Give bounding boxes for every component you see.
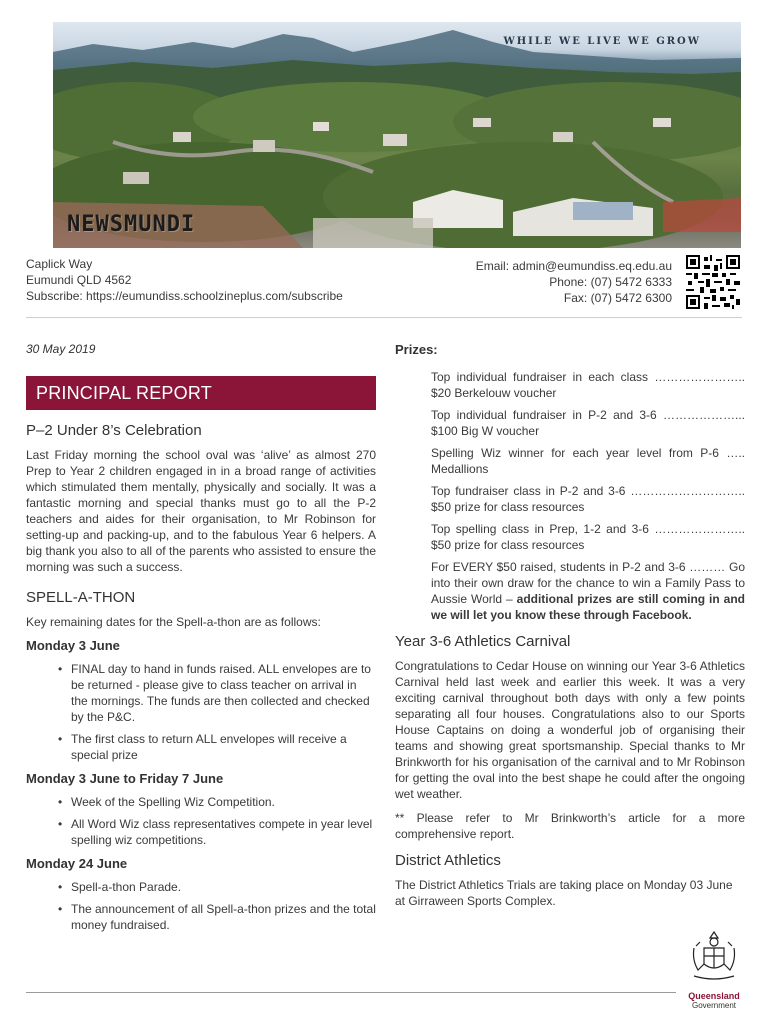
carnival-body: Congratulations to Cedar House on winning our Year 3-6 Athletics Carnival held last week and earlier this week. It was a very exciting carnival throughout both days with only a few points separating all four houses. Congratulations also to our Sports House Captains on doing a wonderful job of organising their teams and showing great sportsmanship. Special thanks to Mr Brinkworth for his organisation of the carnival and to Mr Robinson for getting the oval into the best shape he could after the ongoing wet weather. [395, 659, 745, 801]
prize-item: Spelling Wiz winner for each year level from P-6 ….. Medallions [431, 446, 745, 476]
spellathon-list-1 [26, 661, 376, 763]
prize-item: Top individual fundraiser in each class ………………….. $20 Berkelouw voucher [431, 370, 745, 400]
carnival-note: ** Please refer to Mr Brinkworth’s article for a more comprehensive report. [395, 811, 745, 841]
district-body: The District Athletics Trials are taking place on Monday 03 June at Girraween Sports Complex. [395, 878, 733, 908]
prizes-heading: Prizes: [395, 342, 438, 357]
gov-sub: Government [691, 1001, 737, 1010]
address-line-1: Caplick Way [26, 257, 93, 271]
qr-code-icon[interactable] [686, 255, 740, 309]
masthead-banner [53, 22, 741, 248]
list-item: • Spell-a-thon Parade. [71, 879, 376, 895]
celebration-heading: P–2 Under 8’s Celebration [26, 422, 202, 439]
celebration-body: Last Friday morning the school oval was ‘alive’ as almost 270 Prep to Year 2 children engaged in in a broad range of activities which stimulated them mentally, physically and socially. It was a fantastic morning and special thanks must go to all the P-2 teachers and aides for their organisation, to Mr Robinson for setting-up and packing-up, and to the fabulous Year 6 helpers. A big thank you also to all of the parents who assisted to ensure the morning was such a success. [26, 448, 376, 574]
list-item: • All Word Wiz class representatives compete in year level spelling wiz competitions. [71, 816, 376, 848]
email-link[interactable]: Email: admin@eumundiss.eq.edu.au [475, 259, 672, 273]
gov-name: Queensland [688, 991, 740, 1001]
header-divider [26, 317, 742, 318]
spellathon-date-2: Monday 3 June to Friday 7 June [26, 771, 224, 786]
list-item: • Week of the Spelling Wiz Competition. [71, 794, 376, 810]
prize-item-every-50 [431, 559, 745, 623]
carnival-heading: Year 3-6 Athletics Carnival [395, 633, 571, 650]
spellathon-list-2 [26, 794, 376, 848]
issue-date: 30 May 2019 [26, 342, 96, 356]
spellathon-list-3 [26, 879, 376, 933]
queensland-government-logo [682, 928, 746, 1008]
right-column [395, 342, 745, 909]
phone-number: Phone: (07) 5472 6333 [549, 275, 672, 289]
subscribe-link[interactable]: Subscribe: https://eumundiss.schoolzineplus.com/subscribe [26, 289, 343, 303]
list-item: • The announcement of all Spell-a-thon prizes and the total money fundraised. [71, 901, 376, 933]
spellathon-date-1: Monday 3 June [26, 638, 120, 653]
prize-every-text: For EVERY $50 raised, students in P-2 and 3-6 ……… Go into their own draw for the chance to win a Family Pass to Aussie World – [431, 560, 745, 606]
list-item: • FINAL day to hand in funds raised. ALL envelopes are to be returned - please give to class teacher on arrival in the mornings. The funds are then collected and checked by the P&C. [71, 661, 376, 725]
prize-every-bold: additional prizes are still coming in and we will let you know these through Facebook. [431, 592, 745, 622]
principal-report-title: PRINCIPAL REPORT [26, 376, 376, 410]
list-item: • The first class to return ALL envelopes will receive a special prize [71, 731, 376, 763]
masthead-tagline: WHILE WE LIVE WE GROW [503, 36, 701, 47]
spellathon-intro: Key remaining dates for the Spell-a-thon are as follows: [26, 615, 321, 629]
prize-item: Top individual fundraiser in P-2 and 3-6 ………………... $100 Big W voucher [431, 408, 745, 438]
prize-item: Top spelling class in Prep, 1-2 and 3-6 ………………….. $50 prize for class resources [431, 522, 745, 552]
fax-number: Fax: (07) 5472 6300 [563, 291, 672, 305]
address-line-2: Eumundi QLD 4562 [26, 273, 132, 287]
coat-of-arms-icon [688, 928, 740, 984]
school-address [26, 256, 343, 304]
district-heading: District Athletics [395, 852, 501, 869]
prize-item: Top fundraiser class in P-2 and 3-6 ……………………….. $50 prize for class resources [431, 484, 745, 514]
footer-divider [26, 992, 676, 993]
newsletter-logo: NEWSMUNDI [67, 212, 196, 237]
spellathon-date-3: Monday 24 June [26, 856, 128, 871]
spellathon-heading: SPELL-A-THON [26, 589, 136, 606]
school-contact-details [476, 258, 672, 306]
left-column [26, 342, 376, 939]
